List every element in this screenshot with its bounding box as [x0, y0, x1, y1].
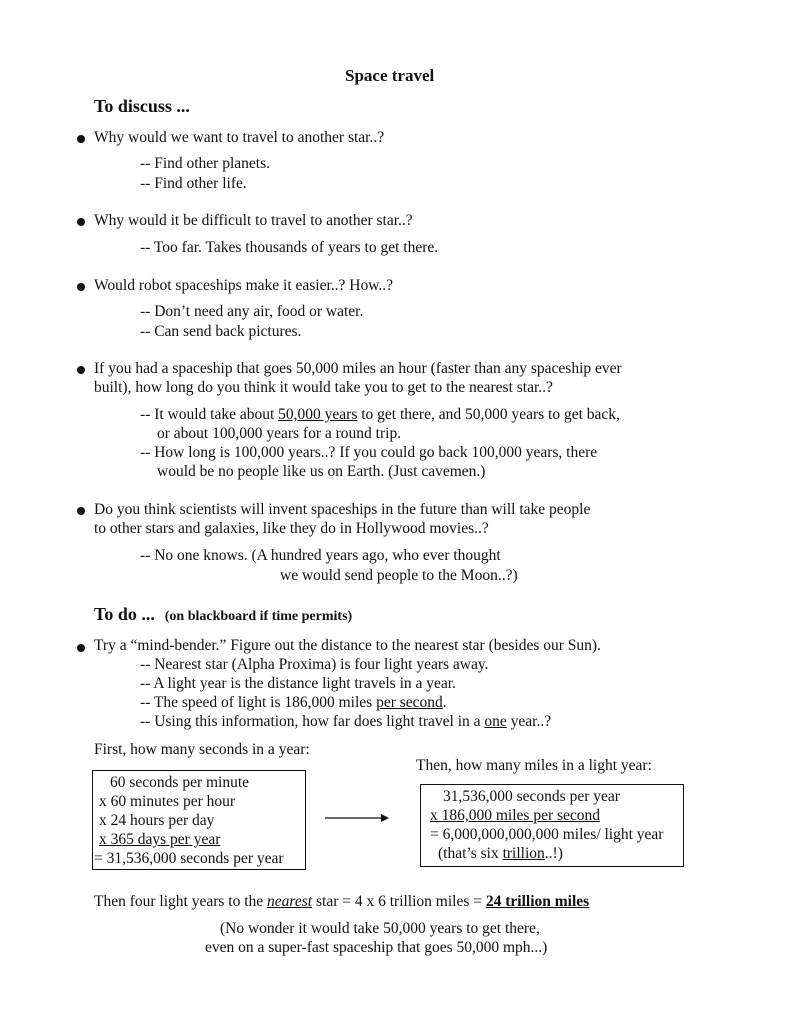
bullet-dot	[77, 507, 85, 515]
bullet-dot	[77, 283, 85, 291]
conclusion-result: 24 trillion miles	[485, 893, 590, 910]
page-title: Space travel	[345, 66, 435, 85]
todo-bullet: Try a “mind-bender.” Figure out the distance to the nearest star (besides our Sun).	[94, 637, 601, 654]
calc-right-line-2: x 186,000 miles per second	[430, 807, 601, 824]
todo-line-4	[140, 713, 551, 731]
answer-4a-underlined: 50,000 years	[278, 406, 358, 423]
conclusion-nearest: nearest	[267, 893, 313, 910]
calc-right-label: Then, how many miles in a light year:	[416, 757, 652, 774]
conclusion-line	[94, 893, 589, 911]
calc-left-line-2: x 60 minutes per hour	[99, 793, 236, 810]
answer-5-line2: we would send people to the Moon..?)	[280, 567, 518, 584]
todo-note: (on blackboard if time permits)	[164, 609, 353, 624]
question-4-line2: built), how long do you think it would take you to get to the nearest star..?	[94, 379, 553, 396]
answer-4a-pre: -- It would take about	[140, 406, 279, 423]
todo-heading-row	[94, 604, 352, 625]
calc-right-line-3: = 6,000,000,000,000 miles/ light year	[430, 826, 664, 843]
todo-line-2: -- A light year is the distance light travels in a year.	[140, 675, 456, 692]
conclusion-note-line2: even on a super-fast spaceship that goes 50,000 mph...)	[205, 939, 548, 956]
conclusion-pre: Then four light years to the	[94, 893, 268, 910]
discuss-heading: To discuss ...	[94, 96, 190, 116]
answer-1b: -- Find other life.	[140, 175, 247, 192]
answer-4b-line2: would be no people like us on Earth. (Just cavemen.)	[157, 463, 486, 480]
todo-heading: To do ...	[94, 604, 155, 624]
todo-line-3	[140, 694, 447, 712]
question-3: Would robot spaceships make it easier..? How..?	[94, 277, 394, 294]
todo-line-4-post: year..?	[506, 713, 552, 730]
bullet-dot	[77, 366, 85, 374]
arrow-right-icon	[323, 812, 393, 824]
bullet-dot	[77, 135, 85, 143]
todo-line-1: -- Nearest star (Alpha Proxima) is four light years away.	[140, 656, 489, 673]
calc-right-box	[420, 784, 684, 867]
calc-left-label: First, how many seconds in a year:	[94, 741, 310, 758]
question-4-line1: If you had a spaceship that goes 50,000 miles an hour (faster than any spaceship ever	[94, 360, 622, 377]
bullet-dot	[77, 644, 85, 652]
answer-5-line1: -- No one knows. (A hundred years ago, who ever thought	[140, 547, 501, 564]
question-5-line1: Do you think scientists will invent spaceships in the future than will take people	[94, 501, 591, 518]
todo-line-4-pre: -- Using this information, how far does light travel in a	[140, 713, 485, 730]
answer-2a: -- Too far. Takes thousands of years to get there.	[140, 239, 439, 256]
calc-left-line-5: = 31,536,000 seconds per year	[94, 850, 284, 867]
answer-4a-line1	[140, 406, 620, 424]
calc-left-box	[92, 770, 306, 870]
todo-line-3-pre: -- The speed of light is 186,000 miles	[140, 694, 377, 711]
answer-3b: -- Can send back pictures.	[140, 323, 302, 340]
todo-line-4-underlined: one	[484, 713, 507, 730]
todo-line-3-post: .	[442, 694, 447, 711]
conclusion-note-line1: (No wonder it would take 50,000 years to get there,	[220, 920, 540, 937]
answer-3a: -- Don’t need any air, food or water.	[140, 303, 364, 320]
todo-line-3-underlined: per second	[376, 694, 443, 711]
calc-left-line-1: 60 seconds per minute	[110, 774, 250, 791]
calc-right-line-4	[438, 845, 563, 863]
conclusion-mid: star = 4 x 6 trillion miles =	[312, 893, 486, 910]
calc-right-line-4-pre: (that’s six	[438, 845, 503, 862]
question-5-line2: to other stars and galaxies, like they do in Hollywood movies..?	[94, 520, 489, 537]
question-2: Why would it be difficult to travel to another star..?	[94, 212, 413, 229]
bullet-dot	[77, 218, 85, 226]
calc-right-line-4-underlined: trillion	[502, 845, 545, 862]
calc-right-line-4-post: ..!)	[544, 845, 563, 862]
calc-left-line-4: x 365 days per year	[99, 831, 221, 848]
answer-4a-line2: or about 100,000 years for a round trip.	[157, 425, 402, 442]
calc-left-line-3: x 24 hours per day	[99, 812, 215, 829]
answer-4b-line1: -- How long is 100,000 years..? If you could go back 100,000 years, there	[140, 444, 598, 461]
question-1: Why would we want to travel to another star..?	[94, 129, 385, 146]
answer-1a: -- Find other planets.	[140, 155, 271, 172]
answer-4a-post: to get there, and 50,000 years to get back,	[357, 406, 620, 423]
calc-right-line-1: 31,536,000 seconds per year	[443, 788, 620, 805]
